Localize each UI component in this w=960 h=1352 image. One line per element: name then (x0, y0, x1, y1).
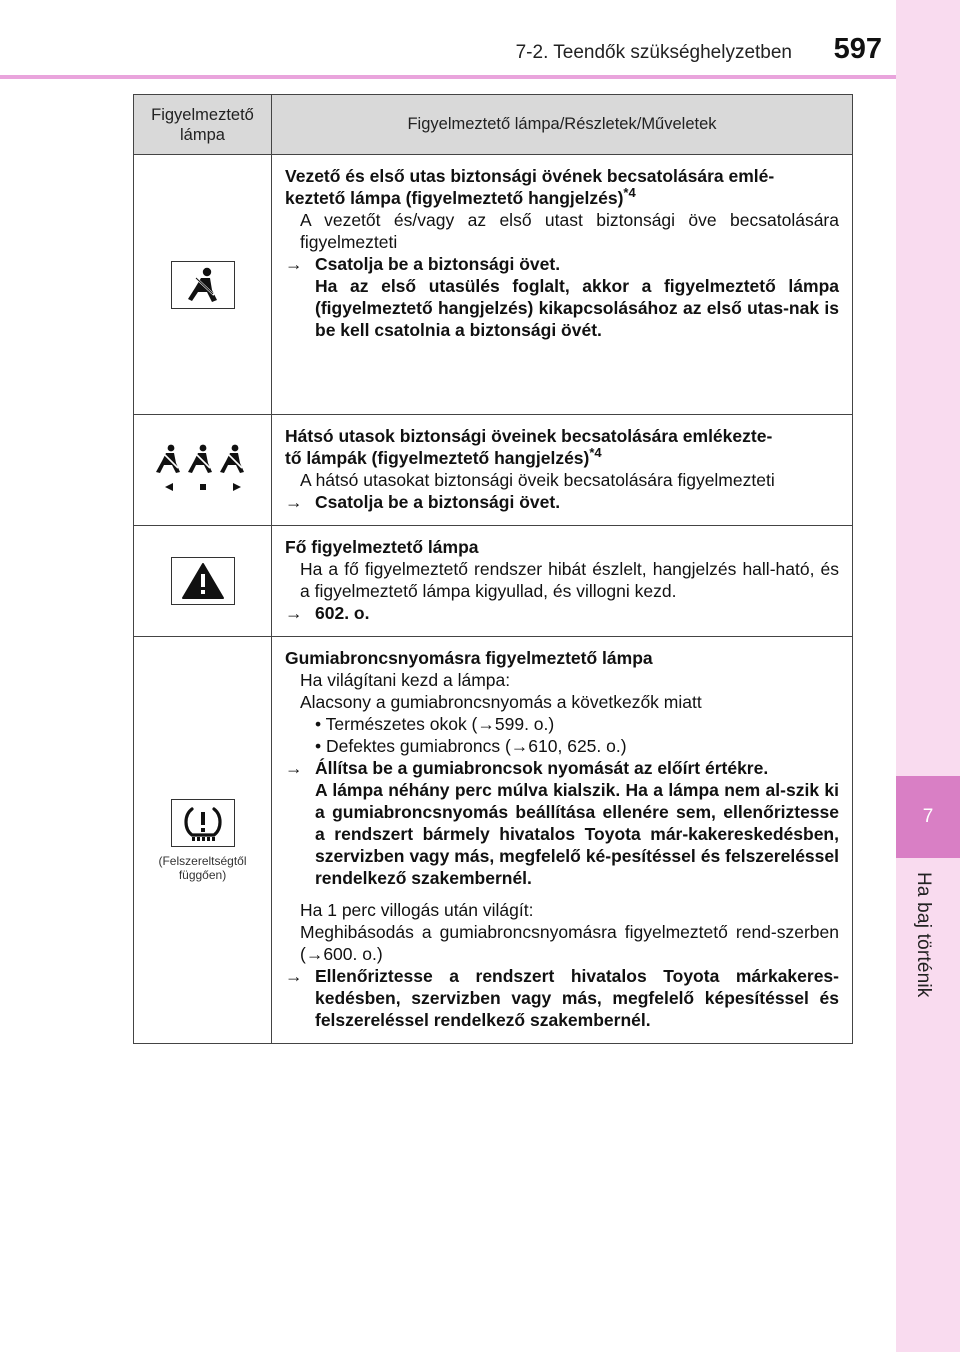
row-description: Ha világítani kezd a lámpa: (300, 670, 511, 690)
row-action (285, 253, 839, 275)
warning-light-table (133, 94, 853, 1044)
header-rule (0, 75, 896, 79)
row-description: Ha a fő figyelmeztető rendszer hibát észlelt, hangjelzés hall-ható, és a figyelmeztető lámpa kigyullad, és villogni kezd. (300, 559, 839, 601)
table-row (134, 637, 853, 1044)
table-cell-icon (134, 415, 272, 526)
row-action (285, 491, 839, 513)
row-title: Gumiabroncsnyomásra figyelmeztető lámpa (285, 648, 653, 668)
table-cell-details (272, 526, 853, 637)
action-text: Ellenőriztesse a rendszert hivatalos Toyota márkakeres-kedésben, szervizben vagy más, megfelelő képesítéssel és felszereléssel rendelkező szakembernél. (315, 966, 839, 1030)
row-description: A vezetőt és/vagy az első utast biztonsági öve becsatolására figyelmezteti (300, 210, 839, 252)
row-title-line-2: keztető lámpa (figyelmeztető hangjelzés) (285, 188, 624, 208)
footnote-marker: *4 (623, 185, 636, 201)
row-description: Alacsony a gumiabroncsnyomás a következők miatt (300, 692, 702, 712)
list-item: • Természetes okok (→599. o.) (315, 714, 555, 734)
side-tab-chapter-title[interactable]: Ha baj történik (913, 872, 934, 998)
table-cell-details (272, 415, 853, 526)
action-text: Állítsa be a gumiabroncsok nyomását az előírt értékre. (315, 758, 769, 778)
row-title (285, 165, 839, 209)
availability-note-line-1: (Felszereltségtől (158, 853, 247, 868)
header-section-title: 7-2. Teendők szükséghelyzetben (515, 42, 792, 63)
row-action-note: A lámpa néhány perc múlva kialszik. Ha a lámpa nem al-szik ki a gumiabroncsnyomás beállítása ellenére sem, ellenőriztesse a rendszert bármely hivatalos Toyota már-kakereskedésben, szervizben vagy más, megfelelő ké-pesítéssel és felszereléssel rendelkező szakembernél. (315, 780, 839, 888)
table-cell-details (272, 637, 853, 1044)
table-row (134, 526, 853, 637)
arrow-icon: → (285, 966, 303, 986)
page-number: 597 (833, 33, 882, 65)
row-title-line-1: Vezető és első utas biztonsági övének becsatolására emlé- (285, 166, 775, 186)
availability-note (134, 854, 271, 882)
table-header-row (134, 95, 853, 155)
footnote-marker: *4 (589, 445, 602, 461)
page-header (0, 0, 896, 80)
row-action-note: Ha az első utasülés foglalt, akkor a figyelmeztető lámpa (figyelmeztető hangjelzés) kikapcsolásához az első utas-nak is be kell csatolnia a biztonsági övét. (315, 276, 839, 340)
availability-note-line-2: függően) (178, 867, 227, 882)
master-warning-icon (171, 557, 235, 605)
row-title (285, 425, 839, 469)
page-reference-link[interactable]: 602. o. (315, 603, 370, 623)
column-header-details: Figyelmeztető lámpa/Részletek/Műveletek (272, 95, 853, 155)
row-action (285, 757, 839, 779)
row-title-line-1: Hátsó utasok biztonsági öveinek becsatolására emlékezte- (285, 426, 773, 446)
action-text: Csatolja be a biztonsági övet. (315, 492, 561, 512)
arrow-icon: → (285, 603, 303, 623)
arrow-icon: → (285, 254, 303, 274)
table-cell-details (272, 155, 853, 415)
action-text: Csatolja be a biztonsági övet. (315, 254, 561, 274)
row-description: Ha 1 perc villogás után világít: (300, 900, 534, 920)
rear-seatbelt-reminder-icon (153, 441, 253, 495)
column-header-light-line-2: lámpa (180, 125, 225, 144)
row-description: A hátsó utasokat biztonsági öveik becsatolására figyelmezteti (300, 470, 775, 490)
row-title: Fő figyelmeztető lámpa (285, 537, 479, 557)
row-title-line-2: tő lámpák (figyelmeztető hangjelzés) (285, 448, 590, 468)
arrow-icon: → (285, 492, 303, 512)
list-item: • Defektes gumiabroncs (→610, 625. o.) (315, 736, 627, 756)
table-cell-icon (134, 526, 272, 637)
row-action (285, 965, 839, 1031)
row-action (285, 602, 839, 624)
table-row (134, 415, 853, 526)
table-row (134, 155, 853, 415)
arrow-icon: → (285, 758, 303, 778)
driver-seatbelt-reminder-icon (171, 261, 235, 309)
side-tab-chapter-number[interactable]: 7 (896, 776, 960, 858)
table-cell-icon (134, 155, 272, 415)
column-header-light-line-1: Figyelmeztető (151, 105, 254, 124)
side-tab (896, 0, 960, 1352)
tire-pressure-warning-icon (171, 799, 235, 847)
row-description: Meghibásodás a gumiabroncsnyomásra figyelmeztető rend-szerben (→600. o.) (300, 922, 839, 964)
column-header-light (134, 95, 272, 155)
table-cell-icon (134, 637, 272, 1044)
